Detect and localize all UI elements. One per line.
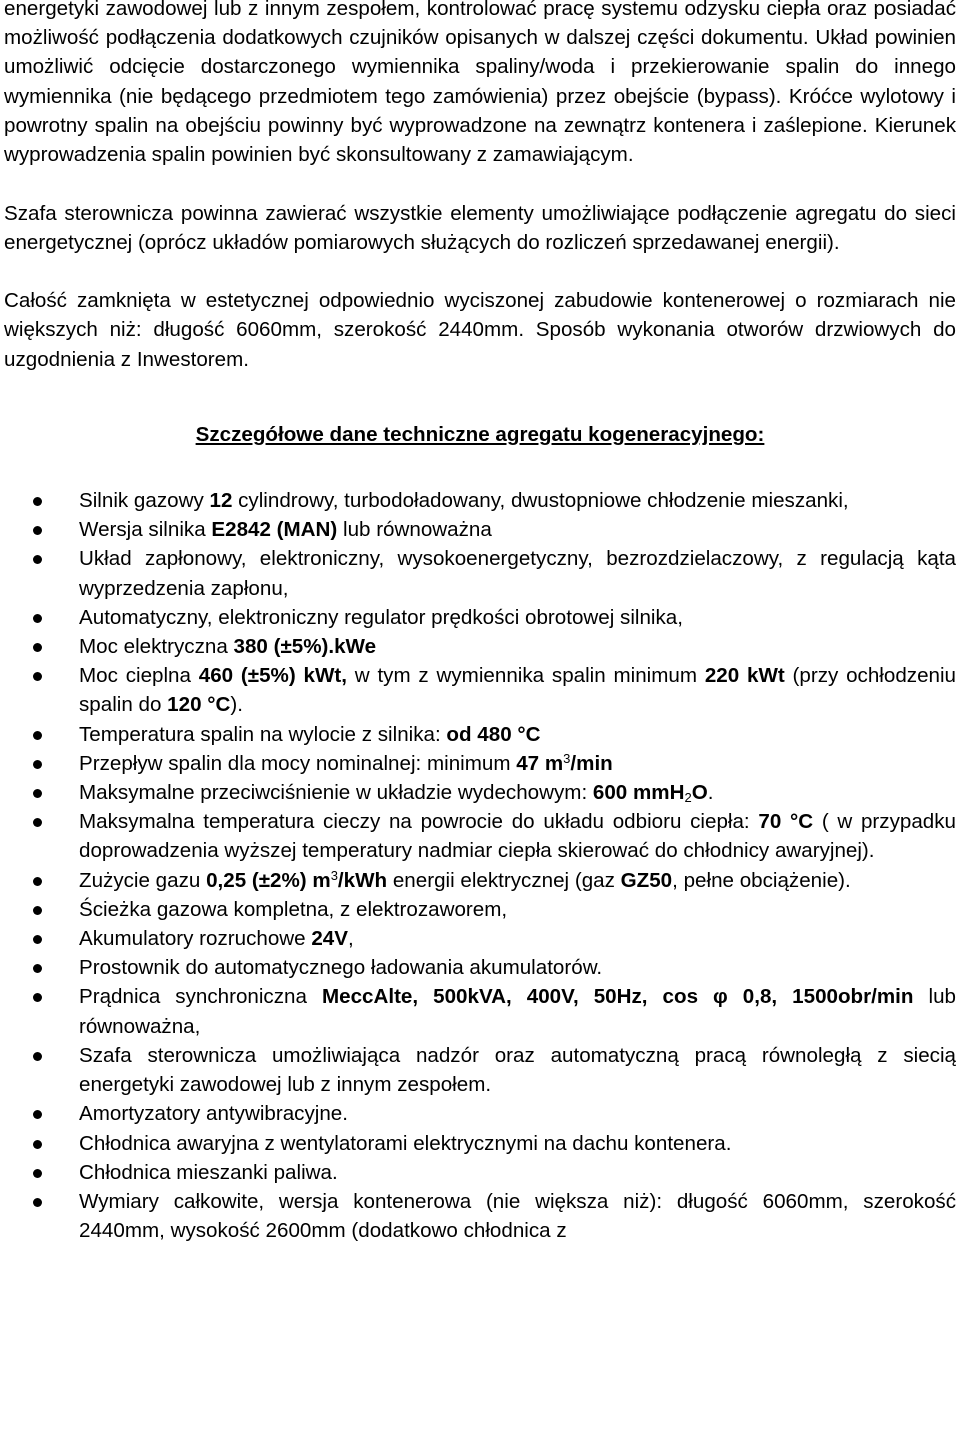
bullet-icon: [33, 906, 42, 915]
bullet-icon: [33, 614, 42, 623]
spec-item-thermal-power: Moc cieplna 460 (±5%) kWt, w tym z wymiennika spalin minimum 220 kWt (przy ochłodzeniu spalin do 120 °C).: [4, 661, 956, 719]
bullet-icon: [33, 1169, 42, 1178]
bullet-icon: [33, 818, 42, 827]
spec-item-gas-consumption: Zużycie gazu 0,25 (±2%) $m^3$/kWh energii elektrycznej (gaz GZ50, pełne obciążenie).: [4, 866, 956, 895]
spec-item-engine-version: Wersja silnika E2842 (MAN) lub równoważna: [4, 515, 956, 544]
document-page: [4, 0, 956, 1245]
paragraph-bypass: energetyki zawodowej lub z innym zespołem, kontrolować pracę systemu odzysku ciepła oraz posiadać możliwość podłączenia dodatkowych czujników opisanych w dalszej części dokumentu. Układ powinien umożliwić odcięcie dostarczonego wymiennika spaliny/woda i przekierowanie spalin do innego wymiennika (nie będącego przedmiotem tego zamówienia) przez obejście (bypass). Króćce wylotowy i powrotny spalin na obejściu powinny być wyprowadzone na zewnątrz kontenera i zaślepione. Kierunek wyprowadzenia spalin powinien być skonsultowany z zamawiającym.: [4, 0, 956, 167]
spec-item-exhaust-temperature: Temperatura spalin na wylocie z silnika: od 480 °C: [4, 720, 956, 749]
spec-item-ignition: Układ zapłonowy, elektroniczny, wysokoenergetyczny, bezrozdzielaczowy, z regulacją kąta wyprzedzenia zapłonu,: [4, 544, 956, 602]
bullet-icon: [33, 935, 42, 944]
bullet-icon: [33, 1140, 42, 1149]
bullet-icon: [33, 993, 42, 1002]
bullet-icon: [33, 497, 42, 506]
bullet-icon: [33, 731, 42, 740]
bullet-icon: [33, 789, 42, 798]
bullet-icon: [33, 1110, 42, 1119]
bullet-icon: [33, 643, 42, 652]
bullet-icon: [33, 526, 42, 535]
spec-item-gas-path: Ścieżka gazowa kompletna, z elektrozaworem,: [4, 895, 956, 924]
paragraph-control-cabinet: Szafa sterownicza powinna zawierać wszystkie elementy umożliwiające podłączenie agregatu do sieci energetycznej (oprócz układów pomiarowych służących do rozliczeń sprzedawanej energii).: [4, 201, 956, 254]
spec-item-rectifier: Prostownik do automatycznego ładowania akumulatorów.: [4, 953, 956, 982]
spec-item-shock-absorbers: Amortyzatory antywibracyjne.: [4, 1099, 956, 1128]
bullet-icon: [33, 672, 42, 681]
bullet-icon: [33, 1198, 42, 1207]
bullet-icon: [33, 964, 42, 973]
spec-item-exhaust-flow: Przepływ spalin dla mocy nominalnej: minimum 47 $m^3/\min$: [4, 749, 956, 778]
spec-item-electric-power: Moc elektryczna 380 (±5%).kWe: [4, 632, 956, 661]
spec-list: [4, 486, 956, 1245]
spec-item-mixture-cooler: Chłodnica mieszanki paliwa.: [4, 1158, 956, 1187]
bullet-icon: [33, 877, 42, 886]
bullet-icon: [33, 555, 42, 564]
bullet-icon: [33, 1052, 42, 1061]
spec-item-engine: Silnik gazowy 12 cylindrowy, turbodoładowany, dwustopniowe chłodzenie mieszanki,: [4, 486, 956, 515]
spec-item-generator: Prądnica synchroniczna MeccAlte, 500kVA, 400V, 50Hz, cos φ 0,8, 1500obr/min lub równoważna,: [4, 982, 956, 1040]
spec-item-return-temperature: Maksymalna temperatura cieczy na powrocie do układu odbioru ciepła: 70 °C ( w przypadku doprowadzenia wyższej temperatury nadmiar ciepła skierować do chłodnicy awaryjnej).: [4, 807, 956, 865]
spec-item-backpressure: Maksymalne przeciwciśnienie w układzie wydechowym: 600 mmH$_2$O.: [4, 778, 956, 807]
spec-item-speed-regulator: Automatyczny, elektroniczny regulator prędkości obrotowej silnika,: [4, 603, 956, 632]
paragraph-container: Całość zamknięta w estetycznej odpowiednio wyciszonej zabudowie kontenerowej o rozmiarach nie większych niż: długość 6060mm, szerokość 2440mm. Sposób wykonania otworów drzwiowych do uzgodnienia z Inwestorem.: [4, 289, 956, 371]
spec-item-batteries: Akumulatory rozruchowe 24V,: [4, 924, 956, 953]
section-heading: Szczegółowe dane techniczne agregatu kogeneracyjnego:: [195, 422, 765, 446]
spec-item-control-cabinet: Szafa sterownicza umożliwiająca nadzór oraz automatyczną pracą równoległą z siecią energetyki zawodowej lub z innym zespołem.: [4, 1041, 956, 1099]
spec-item-emergency-cooler: Chłodnica awaryjna z wentylatorami elektrycznymi na dachu kontenera.: [4, 1129, 956, 1158]
spec-item-dimensions: Wymiary całkowite, wersja kontenerowa (nie większa niż): długość 6060mm, szerokość 2440mm, wysokość 2600mm (dodatkowo chłodnica z: [4, 1187, 956, 1245]
bullet-icon: [33, 760, 42, 769]
